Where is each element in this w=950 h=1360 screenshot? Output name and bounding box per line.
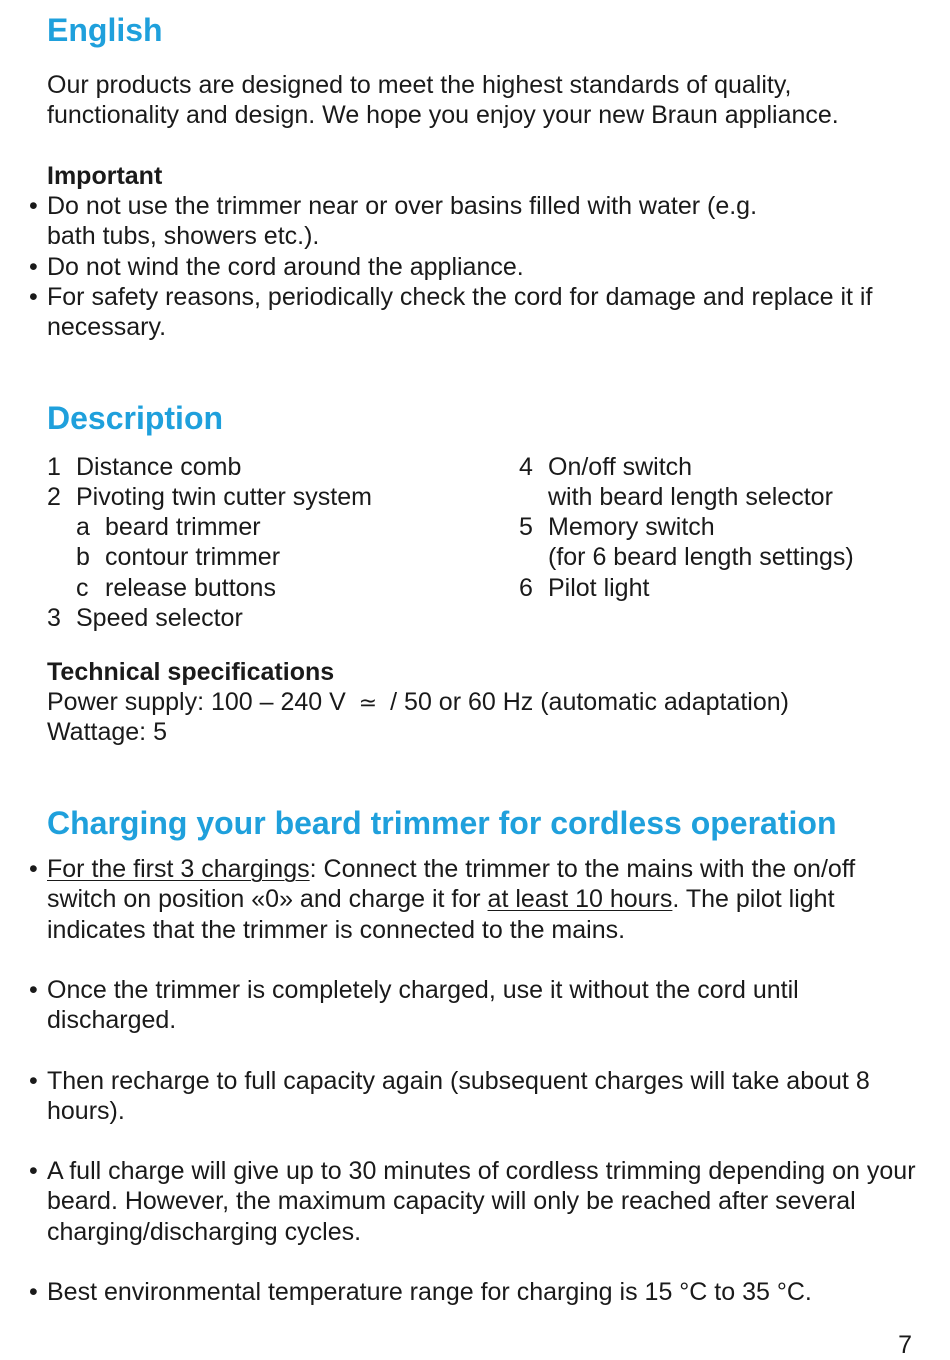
bullet-dot: • (29, 1157, 38, 1185)
charging-heading: Charging your beard trimmer for cordless operation (47, 805, 837, 841)
english-heading: English (47, 12, 163, 48)
page-number: 7 (898, 1331, 912, 1359)
desc-item-letter: b (76, 543, 90, 571)
bullet-dot: • (29, 976, 38, 1004)
desc-item-text: contour trimmer (105, 543, 281, 571)
desc-item-text: release buttons (105, 574, 276, 602)
desc-item-text: On/off switch (548, 453, 693, 481)
desc-item-text: Pivoting twin cutter system (76, 483, 372, 511)
desc-item-number: 1 (47, 453, 61, 481)
desc-item-number: 6 (519, 574, 533, 602)
desc-item-number: 2 (47, 483, 61, 511)
desc-item-text: beard trimmer (105, 513, 261, 541)
bullet-dot: • (29, 283, 38, 311)
desc-item-2 (47, 482, 372, 512)
bullet-text: For safety reasons, periodically check the cord for damage and replace it if necessary. (47, 283, 873, 342)
intro-line-2: functionality and design. We hope you enjoy your new Braun appliance. (47, 101, 839, 129)
bullet-text: Once the trimmer is completely charged, use it without the cord until discharged. (47, 976, 799, 1035)
desc-item-2a (76, 512, 261, 542)
desc-item-3 (47, 603, 243, 633)
bullet-text: Do not use the trimmer near or over basins filled with water (e.g. bath tubs, showers etc.). (47, 192, 758, 251)
wattage-line: Wattage: 5 (47, 718, 167, 746)
desc-item-1 (47, 452, 241, 482)
desc-item-letter: c (76, 574, 89, 602)
ac-dc-symbol: ≃ (358, 691, 378, 716)
desc-item-text: Pilot light (548, 574, 650, 602)
desc-item-6 (519, 573, 649, 603)
bullet-dot: • (29, 855, 38, 883)
bullet-dot: • (29, 192, 38, 220)
power-supply-suffix: / 50 or 60 Hz (automatic adaptation) (390, 688, 789, 716)
bullet-text: Do not wind the cord around the appliance. (47, 253, 524, 281)
first-chargings-emphasis: For the first 3 chargings (47, 855, 310, 883)
tech-specs-title: Technical specifications (47, 658, 335, 686)
bullet-text-part: : Connect the trimmer to the mains with the on/off switch on position «0» and charge it for (47, 855, 856, 914)
desc-item-4 (519, 452, 692, 482)
desc-item-text: Speed selector (76, 604, 243, 632)
bullet-dot: • (29, 1067, 38, 1095)
desc-item-4-cont (519, 482, 833, 512)
desc-item-2c (76, 573, 276, 603)
power-supply-prefix: Power supply: 100 – 240 V (47, 688, 346, 716)
desc-item-number: 4 (519, 453, 533, 481)
desc-item-text: (for 6 beard length settings) (548, 543, 854, 571)
desc-item-number: 5 (519, 513, 533, 541)
desc-item-2b (76, 542, 280, 572)
bullet-text-part: . The pilot light indicates that the trimmer is connected to the mains. (47, 885, 835, 944)
desc-item-text: with beard length selector (548, 483, 833, 511)
desc-item-text: Memory switch (548, 513, 715, 541)
bullet-dot: • (29, 1278, 38, 1306)
bullet-text: A full charge will give up to 30 minutes of cordless trimming depending on your beard. However, the maximum capacity will only be reached after several charging/discharging cycles. (47, 1157, 916, 1246)
bullet-text: Best environmental temperature range for charging is 15 °C to 35 °C. (47, 1278, 812, 1306)
desc-item-number: 3 (47, 604, 61, 632)
desc-item-letter: a (76, 513, 90, 541)
power-supply-line (47, 687, 789, 719)
ten-hours-emphasis: at least 10 hours (487, 885, 673, 914)
desc-item-5 (519, 512, 715, 542)
bullet-text (47, 854, 924, 945)
bullet-text: Then recharge to full capacity again (subsequent charges will take about 8 hours). (47, 1067, 870, 1126)
intro-line-1: Our products are designed to meet the highest standards of quality, (47, 71, 792, 99)
desc-item-text: Distance comb (76, 453, 242, 481)
description-heading: Description (47, 400, 224, 436)
desc-item-5-cont (519, 542, 854, 572)
bullet-dot: • (29, 253, 38, 281)
important-title: Important (47, 162, 163, 190)
